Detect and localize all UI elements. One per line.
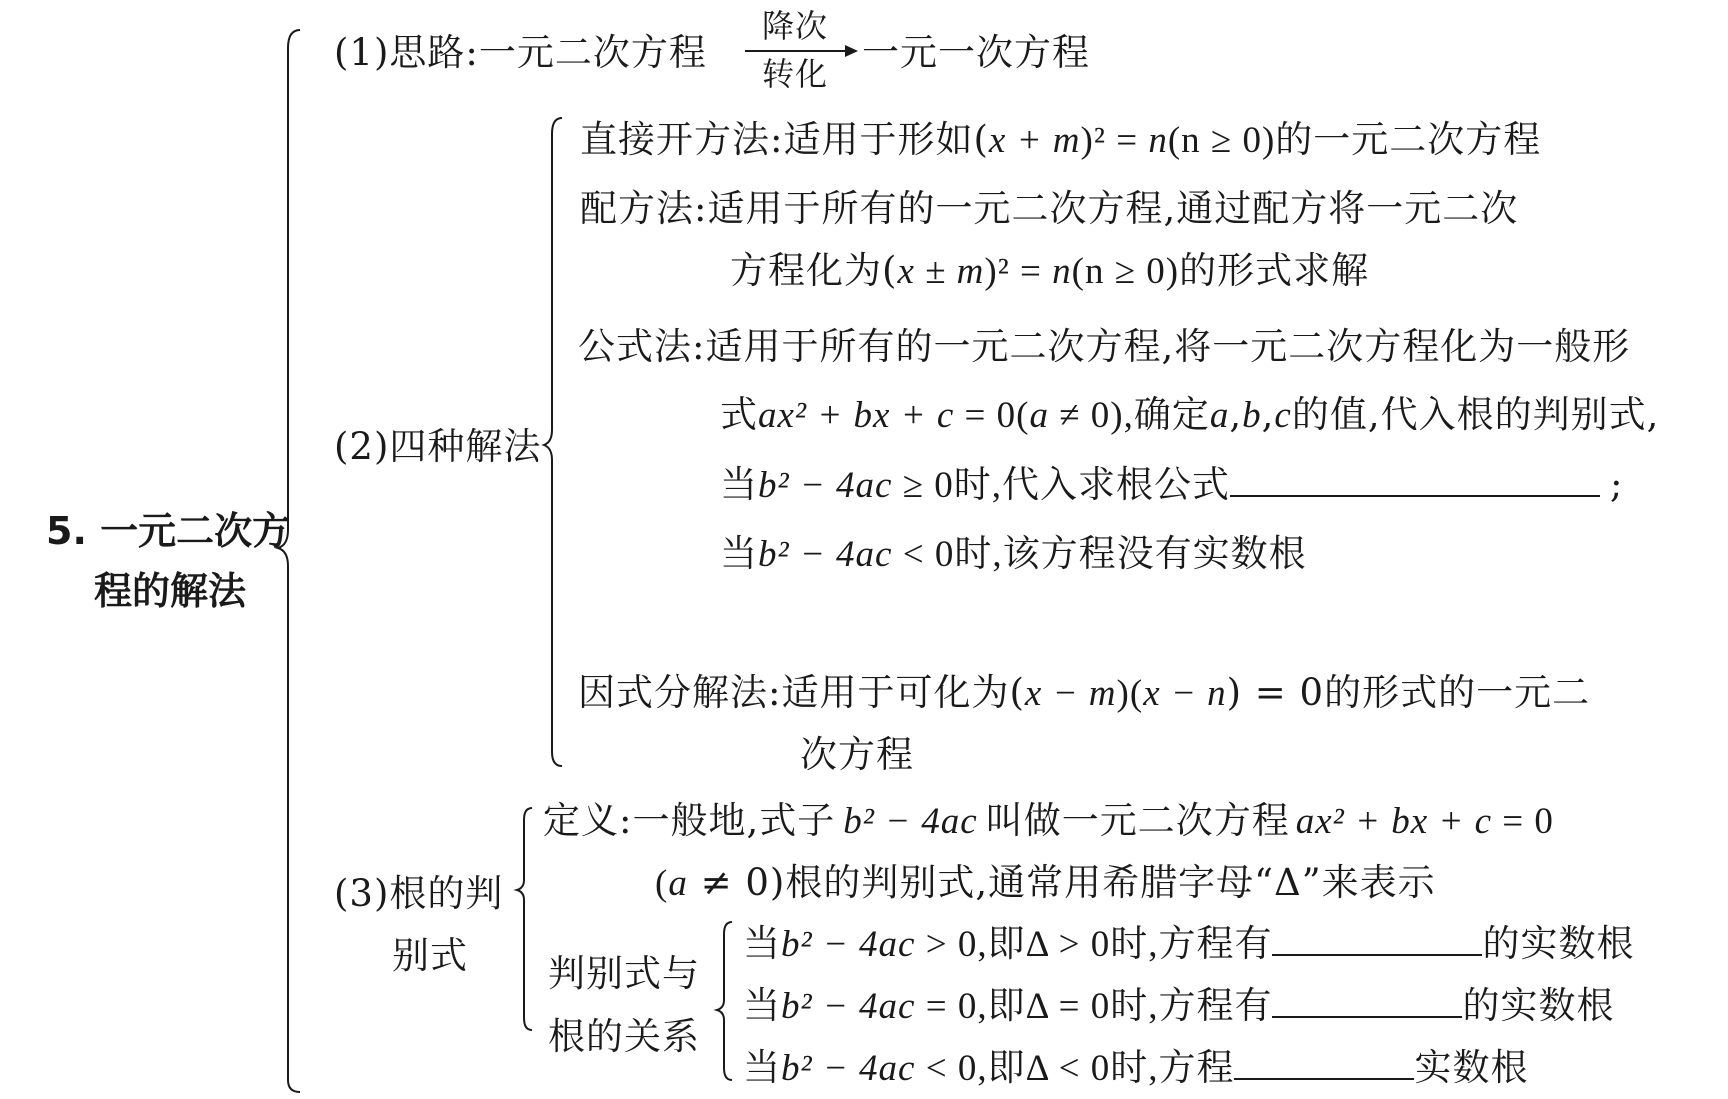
fa-1b: x − m: [1024, 673, 1117, 714]
f-l2i: ,: [1261, 393, 1275, 436]
methods-brace: [544, 118, 562, 766]
fa-1a: 适用于可化为(: [781, 671, 1025, 714]
discriminant-brace: [517, 808, 532, 1030]
arrow-head-icon: [845, 45, 858, 57]
f-l2g: ,: [1229, 393, 1243, 436]
fa-1c: )(: [1116, 673, 1144, 714]
method-formula-name: 公式法:: [578, 325, 706, 368]
f-l2c: = 0(: [954, 395, 1030, 436]
f-l2e: ≠ 0),确定: [1049, 395, 1210, 436]
d-1e: = 0: [1492, 801, 1554, 842]
method-direct-n: n: [1148, 120, 1168, 161]
f-l2h: b: [1242, 395, 1262, 436]
f-l2b: ax² + bx + c: [758, 395, 955, 436]
relation-label-line1: 判别式与: [548, 952, 700, 995]
definition-name: 定义:: [543, 799, 633, 842]
method-factor-line1: [578, 671, 1591, 714]
case-zero-blank[interactable]: [1272, 1015, 1462, 1018]
arrow-label-below: 转化: [762, 55, 829, 93]
fa-1e: ) = 0的形式的一元二: [1226, 671, 1591, 714]
main-brace: [278, 30, 300, 1092]
method-formula-line3: [720, 463, 1624, 506]
c3-d: 实数根: [1414, 1046, 1529, 1089]
d-1a: 一般地,式子: [632, 799, 836, 842]
f-l2a: 式: [720, 393, 758, 436]
method-complete-line1: [580, 187, 1519, 230]
definition-line2: [655, 861, 1436, 904]
d-1c: 叫做一元二次方程: [985, 799, 1290, 842]
method-complete-name: 配方法:: [580, 187, 708, 230]
c2-b: b² − 4ac: [781, 986, 916, 1027]
methods-label: (2)四种解法: [334, 425, 542, 468]
discriminant-label-line2: 别式: [392, 934, 468, 977]
f-l4a: 当: [720, 532, 758, 575]
method-formula-line2: [720, 393, 1660, 436]
definition-line1: [543, 799, 1554, 842]
t-l2b: x ± m: [897, 251, 985, 292]
t-l2f: 的形式求解: [1179, 249, 1370, 292]
f-l2f: a: [1209, 395, 1230, 436]
t-l2d: n: [1052, 251, 1072, 292]
case-negative: [743, 1046, 1529, 1089]
case-negative-blank[interactable]: [1234, 1077, 1414, 1080]
arrow-label-above: 降次: [762, 7, 829, 45]
method-direct-eq: x + m: [988, 120, 1081, 161]
f-l2k: 的值,代入根的判别式,: [1291, 393, 1660, 436]
c1-b: b² − 4ac: [781, 924, 916, 965]
method-direct: [580, 118, 1542, 161]
c1-c: > 0,即Δ > 0时,方程有: [915, 924, 1273, 965]
section-title-line1: 5. 一元二次方: [46, 509, 291, 553]
method-direct-text1: 适用于形如(: [783, 118, 989, 161]
method-complete-line2: [730, 249, 1370, 292]
method-factor-line2: 次方程: [800, 733, 914, 776]
method-direct-text2: )² =: [1080, 120, 1149, 161]
t-l2e: (n ≥ 0): [1071, 251, 1180, 292]
f-l3b: b² − 4ac: [758, 465, 893, 506]
f-l3c: ≥ 0时,代入求根公式: [892, 465, 1231, 506]
case-zero: [743, 984, 1615, 1027]
c2-a: 当: [743, 984, 781, 1027]
c1-a: 当: [743, 922, 781, 965]
f-l3a: 当: [720, 463, 758, 506]
c2-c: = 0,即Δ = 0时,方程有: [915, 986, 1273, 1027]
idea-to: 一元一次方程: [862, 31, 1090, 74]
c3-a: 当: [743, 1046, 781, 1089]
method-formula-line4: [720, 532, 1307, 575]
relation-brace: [717, 922, 732, 1080]
discriminant-label-line1: (3)根的判: [334, 872, 504, 915]
method-factor-name: 因式分解法:: [578, 671, 782, 714]
idea-label: (1)思路:: [334, 31, 479, 74]
fa-1d: x − n: [1143, 673, 1227, 714]
d-2a: (: [655, 863, 669, 904]
idea-row: [334, 31, 707, 74]
relation-label-line2: 根的关系: [548, 1015, 700, 1058]
d-2c: ≠ 0)根的判别式,通常用希腊字母“Δ”来表示: [687, 861, 1436, 904]
t-l2a: 方程化为(: [730, 249, 898, 292]
method-direct-name: 直接开方法:: [580, 118, 784, 161]
f-l4c: < 0时,该方程没有实数根: [892, 534, 1307, 575]
method-direct-tail: 的一元二次方程: [1275, 118, 1542, 161]
case-positive: [743, 922, 1635, 965]
section-title-line2: 程的解法: [94, 569, 247, 613]
formula-blank[interactable]: [1230, 494, 1600, 497]
d-2b: a: [668, 863, 688, 904]
f-l3end: ;: [1610, 463, 1624, 506]
f-l2j: c: [1274, 395, 1292, 436]
c2-d: 的实数根: [1462, 984, 1615, 1027]
method-formula-line1: [578, 325, 1631, 368]
c3-c: < 0,即Δ < 0时,方程: [915, 1048, 1235, 1089]
method-complete-text: 适用于所有的一元二次方程,通过配方将一元二次: [707, 187, 1519, 230]
case-positive-blank[interactable]: [1272, 953, 1482, 956]
d-1b: b² − 4ac: [843, 801, 978, 842]
idea-from: 一元二次方程: [478, 31, 707, 74]
method-direct-cond: (n ≥ 0): [1167, 120, 1276, 161]
d-1d: ax² + bx + c: [1295, 801, 1493, 842]
method-formula-text: 适用于所有的一元二次方程,将一元二次方程化为一般形: [705, 325, 1631, 368]
c3-b: b² − 4ac: [781, 1048, 916, 1089]
f-l2d: a: [1029, 395, 1049, 436]
t-l2c: )² =: [984, 251, 1053, 292]
c1-d: 的实数根: [1482, 922, 1635, 965]
f-l4b: b² − 4ac: [758, 534, 893, 575]
